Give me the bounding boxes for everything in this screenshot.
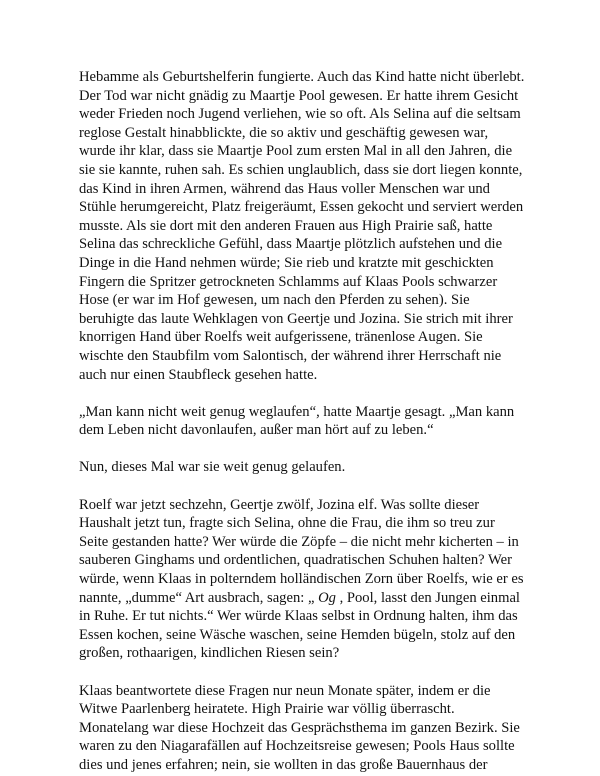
text-line: weder Frieden noch Jugend verliehen, wie so oft. Als Selina auf die seltsam bbox=[79, 106, 521, 123]
text-line: wurde ihr klar, dass sie Maartje Pool zum ersten Mal in all den Jahren, die bbox=[79, 143, 513, 160]
text-line: dem Leben nicht davonlaufen, außer man hört auf zu leben.“ bbox=[79, 422, 434, 439]
paragraph-5 bbox=[79, 682, 531, 775]
text-line: „Man kann nicht weit genug weglaufen“, hatte Maartje gesagt. „Man kann bbox=[79, 403, 515, 420]
document-page bbox=[79, 68, 531, 775]
text-line: das Kind in ihren Armen, während das Haus voller Menschen war und bbox=[79, 180, 490, 197]
text-line: Der Tod war nicht gnädig zu Maartje Pool gewesen. Er hatte ihrem Gesicht bbox=[79, 87, 519, 104]
text-line-with-italic bbox=[79, 589, 531, 608]
text-line: Dinge in die Hand nehmen würde; Sie rieb und kratzte mit geschickten bbox=[79, 254, 494, 271]
text-line: musste. Als sie dort mit den anderen Frauen aus High Prairie saß, hatte bbox=[79, 217, 493, 234]
text-line: Roelf war jetzt sechzehn, Geertje zwölf, Jozina elf. Was sollte dieser bbox=[79, 496, 480, 513]
text-segment: nannte, „dumme“ Art ausbrach, sagen: bbox=[79, 589, 305, 606]
text-line: sie sie kannte, ruhen sah. Es schien unglaublich, dass sie dort liegen konnte, bbox=[79, 161, 523, 178]
text-line: großen, rothaarigen, kindlichen Riesen sein? bbox=[79, 645, 340, 662]
text-line: knorrigen Hand über Roelfs weit aufgerissene, tränenlose Augen. Sie bbox=[79, 329, 483, 346]
text-line: beruhigte das laute Wehklagen von Geertje und Jozina. Sie strich mit ihrer bbox=[79, 310, 513, 327]
paragraph-3 bbox=[79, 458, 531, 477]
text-line: Hebamme als Geburtshelferin fungierte. Auch das Kind hatte nicht überlebt. bbox=[79, 69, 525, 85]
text-line: Klaas beantwortete diese Fragen nur neun Monate später, indem er die bbox=[79, 682, 491, 699]
text-line: Essen kochen, seine Wäsche waschen, seine Hemden bügeln, stolz auf den bbox=[79, 626, 516, 643]
text-line: Selina das schreckliche Gefühl, dass Maartje plötzlich aufstehen und die bbox=[79, 236, 503, 253]
text-segment: „ bbox=[307, 589, 319, 606]
text-line: wischte den Staubfilm vom Salontisch, der während ihrer Herrschaft nie bbox=[79, 347, 502, 364]
paragraph-2 bbox=[79, 403, 531, 440]
text-line: in Ruhe. Er tut nichts.“ Wer würde Klaas selbst in Ordnung halten, ihm das bbox=[79, 608, 518, 625]
text-line: waren zu den Niagarafällen auf Hochzeitsreise gewesen; Pools Haus sollte bbox=[79, 738, 515, 755]
text-line: reglose Gestalt hinabblickte, die so aktiv und geschäftig gewesen war, bbox=[79, 124, 489, 141]
text-line: Fingern die Spritzer getrockneten Schlamms auf Klaas Pools schwarzer bbox=[79, 273, 498, 290]
text-line: würde, wenn Klaas in polterndem holländischen Zorn über Roelfs, wie er es bbox=[79, 571, 524, 588]
text-segment: , Pool, lasst den Jungen einmal bbox=[335, 589, 520, 606]
text-line: Seite gestanden hatte? Wer würde die Zöpfe – die nicht mehr kicherten – in bbox=[79, 533, 519, 550]
text-line: auch nur einen Staubfleck gesehen hatte. bbox=[79, 366, 318, 383]
paragraph-4 bbox=[79, 496, 531, 663]
text-line: Hose (er war im Hof gewesen, um nach den Pferden zu sehen). Sie bbox=[79, 292, 470, 309]
text-line: Haushalt jetzt tun, fragte sich Selina, ohne die Frau, die ihm so treu zur bbox=[79, 515, 495, 532]
italic-word: Og bbox=[318, 589, 336, 606]
text-line: Stühle herumgereicht, Platz freigeräumt, Essen gekocht und serviert werden bbox=[79, 199, 524, 216]
text-line: sauberen Ginghams und ordentlichen, quadratischen Schuhen halten? Wer bbox=[79, 552, 512, 569]
text-line: dies und jenes erfahren; nein, sie wollten in das große Bauernhaus der bbox=[79, 756, 488, 773]
text-line: Nun, dieses Mal war sie weit genug gelaufen. bbox=[79, 459, 346, 476]
text-line: Monatelang war diese Hochzeit das Gesprächsthema im ganzen Bezirk. Sie bbox=[79, 719, 520, 736]
text-line: Witwe Paarlenberg heiratete. High Prairie war völlig überrascht. bbox=[79, 701, 455, 718]
paragraph-1 bbox=[79, 68, 531, 384]
